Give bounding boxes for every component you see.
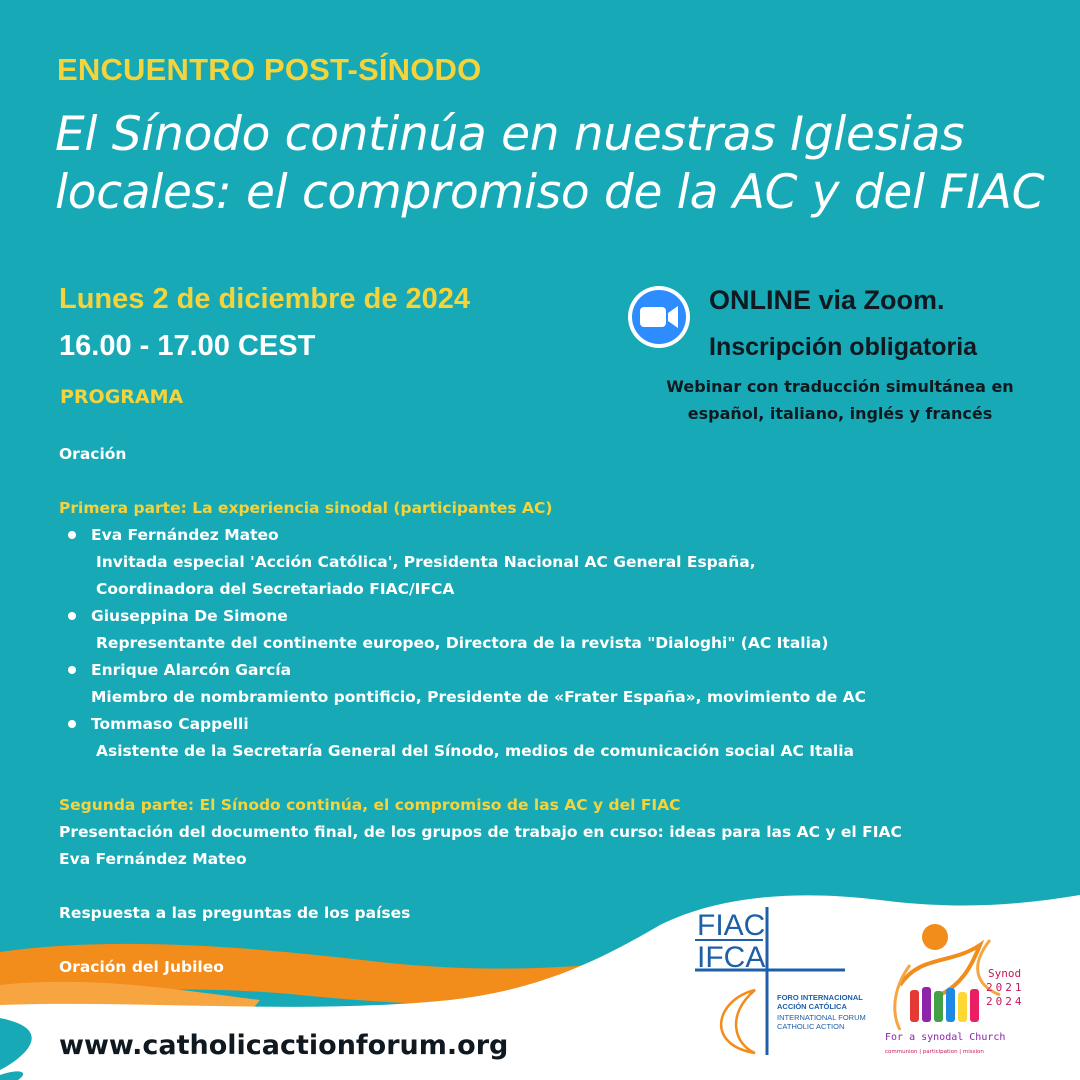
speaker-role: Asistente de la Secretaría General del Sínodo, medios de comunicación social AC Italia (96, 742, 854, 760)
speaker-role: Miembro de nombramiento pontificio, Presidente de «Frater España», movimiento de AC (91, 688, 867, 706)
speaker-name: Tommaso Cappelli (91, 715, 249, 733)
bullet-dot (68, 666, 76, 674)
speaker-name: Enrique Alarcón García (91, 661, 292, 679)
event-title-line1: El Sínodo continúa en nuestras Iglesias (55, 107, 965, 162)
fiac-logo-top-text: FIAC (697, 909, 766, 942)
fiac-logo-caption: FORO INTERNACIONAL (777, 993, 863, 1002)
registration-note: Inscripción obligatoria (709, 333, 978, 361)
part2-speaker: Eva Fernández Mateo (59, 850, 247, 868)
event-date: Lunes 2 de diciembre de 2024 (59, 283, 471, 315)
webinar-translation-note (630, 373, 1050, 427)
event-time: 16.00 - 17.00 CEST (59, 330, 316, 362)
synod-2021-2024-logo (880, 915, 1055, 1065)
event-title (55, 106, 1055, 222)
part1-title: Primera parte: La experiencia sinodal (participantes AC) (59, 499, 553, 517)
fiac-ifca-logo (695, 905, 875, 1065)
speaker-role: Invitada especial 'Acción Católica', Presidenta Nacional AC General España, (96, 553, 756, 571)
synod-logo-years: 2021 (986, 981, 1025, 994)
part2-title: Segunda parte: El Sínodo continúa, el compromiso de las AC y del FIAC (59, 796, 681, 814)
speaker-name: Giuseppina De Simone (91, 607, 288, 625)
speaker-role: Representante del continente europeo, Directora de la revista "Dialoghi" (AC Italia) (96, 634, 829, 652)
closing-prayer: Oración del Jubileo (59, 958, 224, 976)
bullet-dot (68, 720, 76, 728)
fiac-logo-caption: INTERNATIONAL FORUM (777, 1013, 866, 1022)
program-heading: PROGRAMA (60, 386, 184, 408)
fiac-logo-caption: CATHOLIC ACTION (777, 1022, 845, 1031)
synod-logo-years: 2024 (986, 995, 1025, 1008)
synod-logo-subtitle: communion | participation | mission (885, 1049, 984, 1055)
bullet-dot (68, 612, 76, 620)
part2-description: Presentación del documento final, de los grupos de trabajo en curso: ideas para las AC y el FIAC (59, 823, 902, 841)
fiac-logo-caption: ACCIÓN CATÓLICA (777, 1002, 847, 1011)
speaker-role: Coordinadora del Secretariado FIAC/IFCA (96, 580, 455, 598)
speaker-name: Eva Fernández Mateo (91, 526, 279, 544)
webinar-line2: español, italiano, inglés y francés (687, 404, 993, 423)
event-title-line2: locales: el compromiso de la AC y del FIAC (55, 165, 1045, 220)
online-label: ONLINE via Zoom. (709, 285, 945, 315)
website-link[interactable]: www.catholicactionforum.org (59, 1030, 509, 1061)
event-kicker: ENCUENTRO POST-SÍNODO (57, 52, 482, 87)
synod-logo-tagline: For a synodal Church (885, 1032, 1006, 1043)
synod-logo-word: Synod (988, 967, 1022, 980)
zoom-camera-icon (627, 285, 691, 349)
opening-prayer: Oración (59, 445, 127, 463)
questions-item: Respuesta a las preguntas de los países (59, 904, 411, 922)
bullet-dot (68, 531, 76, 539)
fiac-logo-bottom-text: IFCA (697, 941, 766, 974)
webinar-line1: Webinar con traducción simultánea en (666, 377, 1014, 396)
